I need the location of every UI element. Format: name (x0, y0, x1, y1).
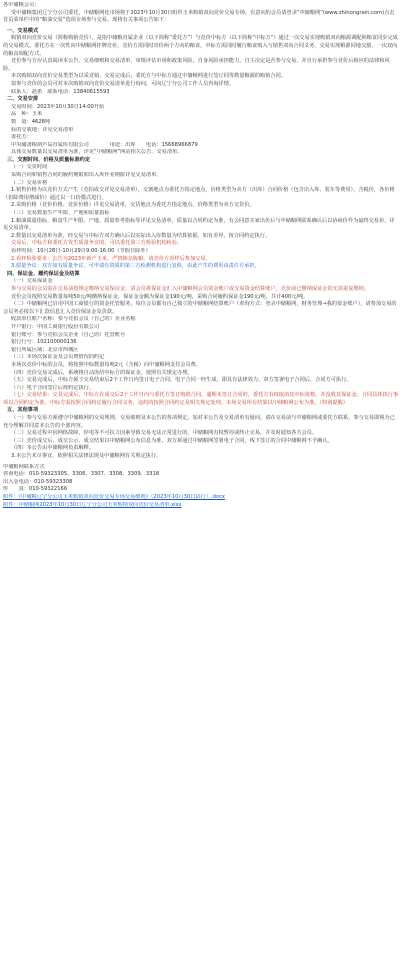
result-notice: （七）交易结果：交易完成后，中标方在成交后2个工作日内与委托方签订购销合同，逾期未签订合同的，委托方有权取消其中标资格，并没收其保证金。合同具体执行事项以合同约定为准，中标方需按照合同约定履行合同义务，违约的按照合同约定及相关规定处理。本场交易所有结果以中储粮网公布为准。（特别提醒） (3, 392, 399, 406)
contact-line: 联系人：赵希 联系电话：13840615593 (11, 88, 110, 95)
section-2-title: 二、交易安排 (7, 96, 39, 103)
delivery-time-text: 采购合同和销售合同的履约期限和出入库作业期限详见交易清单。 (11, 172, 162, 179)
delivery-location: 标的交收地：详见交易清单 (11, 126, 74, 133)
fund-hotline: 出入金电话：010-59323308 (3, 478, 73, 485)
intro-paragraph: 受中储粮集团辽宁分公司委托，中储粮网化市场将于2023年10月30日组织玉米购销双向竞价交易专场，有意向的会员请登录“中储粮网”(www.zhinongrain.com)点击首页菜单栏中的“粮油交易”选项专场参与交易。现将有关事项公告如下： (3, 9, 395, 24)
subsection-title: （三）交易数量生产年限、产地和质量指标 (11, 210, 110, 217)
section-1-paragraph: 竞价参与方应认真阅读本公告、交易细则和交易清单，审慎评估市场和政策风险，自身风险承担能力，自主决定是否参与交易，并自行承担参与竞价后相应的法律和风险。 (3, 58, 390, 72)
contract-text: （五）交易完成后，中标方须于交易结束后2个工作日内签订电子合同。电子合同一经生成，即具有法律效力。双方签署电子合同后，合同方可执行。 (11, 377, 352, 384)
subsection-title: （二）交易价格 (11, 179, 48, 186)
other-item: （四）本公告由中储粮网负责解释。 (11, 445, 95, 452)
fax: 传 真：010-59322166 (3, 486, 68, 493)
greeting: 各中储粮会员： (3, 2, 40, 8)
section-1-paragraph: 拟参与竞价的会员可对本次购销双向竞价交易清单进行询问，可向辽宁分公司工作人员咨询详情。 (11, 80, 235, 87)
subsection-title: （一）交易保证金 (11, 278, 53, 285)
escrow-text: （二）中储粮网已启用中国工商银行的资金托管服务，每位会员都有自己独立的中储粮网结算账户（查询方式：登录中储粮网，财务管理→我的资金账户），请参加交易的会员务必按以下汇款信息汇入竞价保证金及货款。 (3, 301, 397, 315)
section-3-title: 三、交割时间、价格及质量标准约定 (7, 156, 91, 163)
bank-code: 银行行号：102100000136 (11, 339, 77, 346)
detail-reference: 具体交易数量以交易清单为准，详见“中储粮网”网站相关公告、交易清单。 (11, 149, 183, 156)
view-time: 看样时间：10月28日-10月29日9:00-16:00（节假日除外） (11, 248, 151, 254)
subsection-title: （三）本场次保证金及会员费情况的约定 (11, 354, 105, 361)
account-name: 收款单位账户名称：参与竞拍会员（自己的）企业名称 (11, 316, 136, 323)
section-1-title: 一、交易模式 (7, 27, 39, 34)
deposit-amount: 竞价会员按照交易数量每吨50元/吨缴纳保证金，保证金金额为保证金190元/吨，采购合同履约保证金190元/吨，共计400元/吨。 (11, 293, 309, 300)
execution-text: （六）电子合同签订后按约定执行。 (11, 384, 95, 391)
trade-time: 交易时间：2023年10月30日14:00开始 (11, 103, 105, 110)
other-item: （二）交易过程中因网络故障、停电等不可抗力因素导致交易无法正常进行的，中储粮网有权暂停或终止交易，并及时通知各方会员。 (11, 430, 318, 437)
other-item: （一）参与交易方须遵守中储粮网的交易规则、交易细则及本公告的各项规定，如对本公告及交易清单有疑问，请在交易前与中储粮网或委托方联系，参与交易即视为已充分理解并同意本公告的全部内容。 (3, 415, 395, 429)
contact-title: 中储粮网联系方式 (3, 463, 45, 470)
other-item: （三）竞价成交后，成交公示、成交结果以中储粮网公布信息为准，双方须通过中储粮网签署电子合同，线下签订的合同中储粮网不予确认。 (11, 437, 333, 444)
price-rule: 1.销售价格为以竞价方式产生（竞拍成交详见交易清单），交割地点为委托方指定地点，价格类型为卖方（出库）合同价格（包含出入库、装车等费用），含税价，各价格（扣除费用增减价）通过以一口价模式进行。 (3, 187, 395, 201)
price-rule: 2.采购价格（竞价价格、竞价价格）详见交易清单，交货地点为委托方指定地点，价格类型为卖方交货价。 (11, 202, 255, 209)
announcement-document (3, 2, 399, 509)
account-number: 银行账号：参与竞拍会员企业（自己的）托管账号 (11, 331, 126, 338)
quantity: 数 量：4628吨 (11, 118, 51, 125)
quality-rule: 2.数量以交易清单为准，经交易与中标方双方确认后以实际出入库数量为结算依据，如有差异，按合同约定执行。 (11, 232, 271, 239)
quality-dispute: 3.质量争议：双方如有质量争议，可申请有资质的第三方检测机构进行复检，由此产生的费用由责任方承担。 (11, 263, 260, 270)
attachment-rules-link[interactable]: 附件：《中储粮辽宁分公司玉米购销双向竞价交易专场交易细则》（2023年10月30日试行）.docx (3, 494, 225, 500)
final-note: 3.本公告未尽事宜，依照相关法律法规及中储粮网有关规定执行。 (11, 453, 162, 460)
attachment-list-link[interactable]: 附件：中储粮网2023年10月30日辽宁分公司玉米购销双向竞价交易清单.xlsx (3, 501, 182, 508)
section-1-paragraph: 购销双向竞价交易（简称购销竞价），是指中储粮直属企业（以下简称“委托方”）与竞价中标方（以下简称“中标方”）通过一次交易实现购销双向粮源调配和粮食同步完成的交易模式。委托方在一次性向中储粮网挂牌竞价，竞价方需同时出价两个方向的粮食，中标方需同时履行粮食购入与销售双向合同义务，交易实现粮源同地交割、一次双向的粮食调配方式。 (3, 35, 398, 57)
seller-name: 中央储备粮葫芦岛直属库有限公司 用途：出库 电话：15668966879 (11, 141, 198, 148)
section-5-title: 五、其他事项 (7, 407, 39, 414)
sample-note: 2.看样检验要求：公告为2023年新产玉米，严禁掺杂陈粮，请竞价方看样后参加交易。 (11, 255, 211, 262)
bank-name: 开户银行：中国工商银行股份有限公司 (11, 323, 100, 330)
section-1-paragraph: 本次购销双向竞价交易类型为以采竞销，交易完成后，委托方与中标方通过中储粮网进行签订同等数量粮源的购销合同。 (11, 73, 286, 80)
subsection-title: （一）交货时间 (11, 164, 48, 171)
freeze-text: （四）竞价交易完成后，系统将自动冻结中标方的保证金，按照有关规定办理。 (11, 369, 193, 376)
seller-label: 委托方： (11, 134, 32, 141)
variety: 品 种：玉米 (11, 111, 43, 118)
quality-rule: 1.粮油质量指标，粮食生产年限、产地、质量参考指标等详见交易清单，质量以合同约定为准，有会同意买家出价后与中储粮网联系确认后以协商价作为最终交易价，详见交易清单。 (3, 217, 395, 232)
deposit-text: 参与交易的会员需在交易前按规定缴纳交易保证金，请会员将保证金汇入中储粮网会员资金账户或交易资金结算账户，竞价前已缴纳保证金的无需重复缴纳。 (11, 285, 369, 292)
hotline: 咨询电话：010-59323305、3306、3307、3308、3309、3318 (3, 471, 160, 478)
bank-region: 银行所属区域：北京市西城区 (11, 346, 79, 353)
section-4-title: 四、保证金、履约保证金及结算 (7, 270, 80, 277)
quality-notice: 交易后，中标方和委托方发生质量争议的，可以委托第三方检验机构检验。 (11, 240, 183, 247)
member-fee-text: 本场次竞价中标的会员，将按照中标数量每吨2元（含税）向中储粮网支付会员费。 (11, 361, 202, 368)
